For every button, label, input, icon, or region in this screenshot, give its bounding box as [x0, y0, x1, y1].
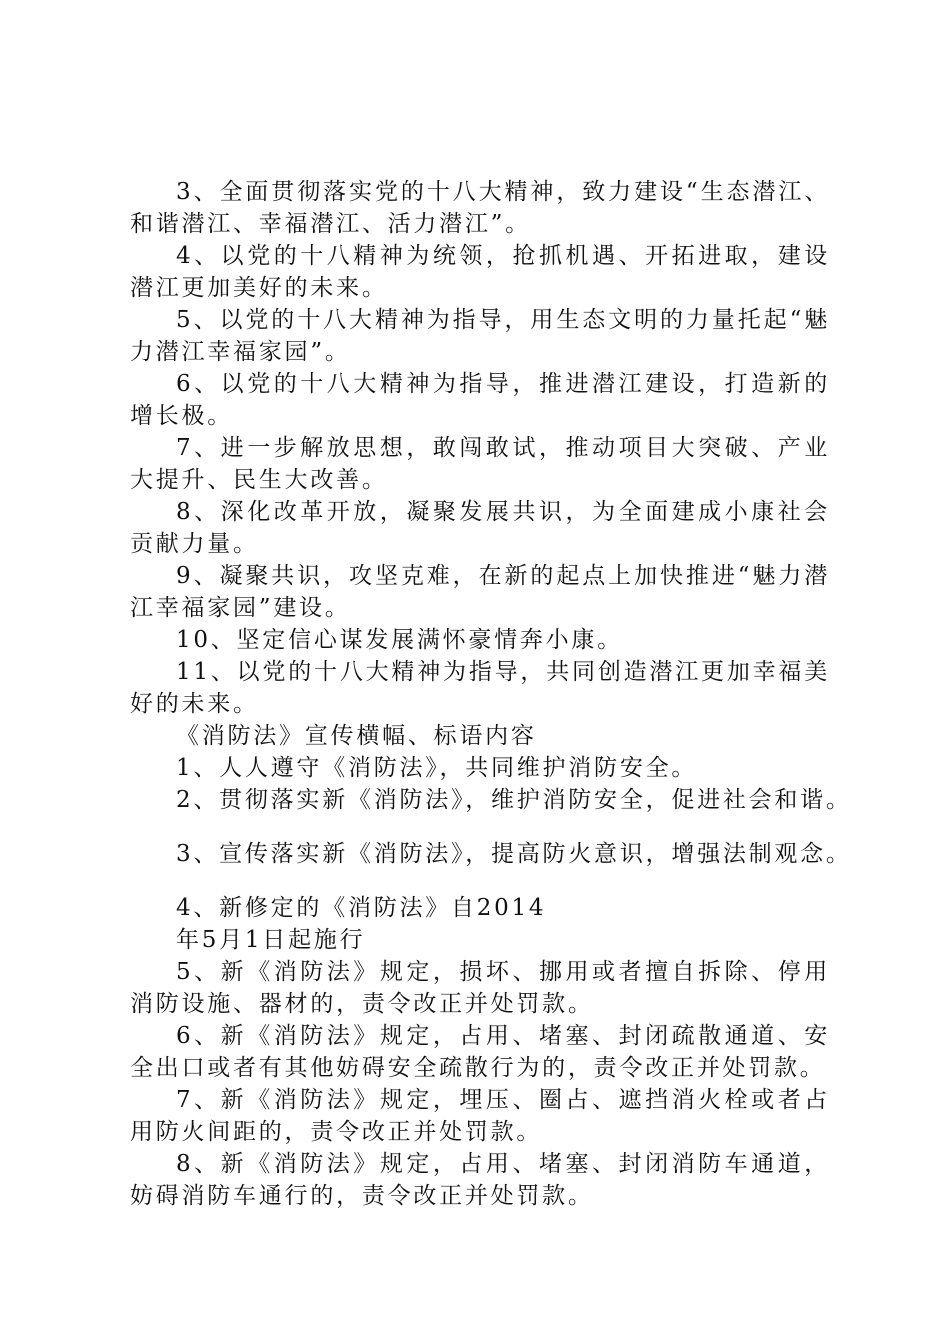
fire-law-item-5: 5、新《消防法》规定，损坏、挪用或者擅自拆除、停用消防设施、器材的，责令改正并处罚款。: [130, 959, 830, 1017]
paragraph-item-7: 7、进一步解放思想，敢闯敢试，推动项目大突破、产业大提升、民生大改善。: [130, 435, 830, 493]
fire-law-item-2: 2、贯彻落实新《消防法》，维护消防安全，促进社会和谐。: [176, 787, 852, 813]
paragraph-item-10: 10、坚定信心谋发展满怀豪情奔小康。: [176, 627, 623, 653]
fire-law-item-1: 1、人人遵守《消防法》，共同维护消防安全。: [176, 755, 698, 781]
paragraph-item-9: 9、凝聚共识，攻坚克难，在新的起点上加快推进“魅力潜江幸福家园”建设。: [130, 563, 830, 621]
paragraph-item-3: 3、全面贯彻落实党的十八大精神，致力建设“生态潜江、和谐潜江、幸福潜江、活力潜江”。: [130, 179, 830, 237]
fire-law-item-8: 8、新《消防法》规定，占用、堵塞、封闭消防车通道，妨碍消防车通行的，责令改正并处罚款。: [130, 1151, 830, 1209]
paragraph-item-5: 5、以党的十八大精神为指导，用生态文明的力量托起“魅力潜江幸福家园”。: [130, 307, 830, 365]
spacer: [130, 816, 830, 838]
fire-law-item-6: 6、新《消防法》规定，占用、堵塞、封闭疏散通道、安全出口或者有其他妨碍安全疏散行为的，责令改正并处罚款。: [130, 1023, 830, 1081]
paragraph-item-4: 4、以党的十八精神为统领，抢抓机遇、开拓进取，建设潜江更加美好的未来。: [130, 243, 830, 301]
paragraph-item-6: 6、以党的十八大精神为指导，推进潜江建设，打造新的增长极。: [130, 371, 830, 429]
fire-law-item-4-line-2: 年5月1日起施行: [176, 927, 366, 953]
paragraph-item-11: 11、以党的十八大精神为指导，共同创造潜江更加幸福美好的未来。: [130, 659, 830, 717]
fire-law-item-3: 3、宣传落实新《消防法》，提高防火意识，增强法制观念。: [176, 841, 852, 867]
fire-law-item-4-line-1: 4、新修定的《消防法》自2014: [176, 895, 547, 921]
document-page: [130, 176, 852, 1212]
fire-law-item-7: 7、新《消防法》规定，埋压、圈占、遮挡消火栓或者占用防火间距的，责令改正并处罚款。: [130, 1087, 830, 1145]
paragraph-item-8: 8、深化改革开放，凝聚发展共识，为全面建成小康社会贡献力量。: [130, 499, 830, 557]
spacer: [130, 870, 830, 892]
section-heading: 《消防法》宣传横幅、标语内容: [176, 723, 537, 749]
